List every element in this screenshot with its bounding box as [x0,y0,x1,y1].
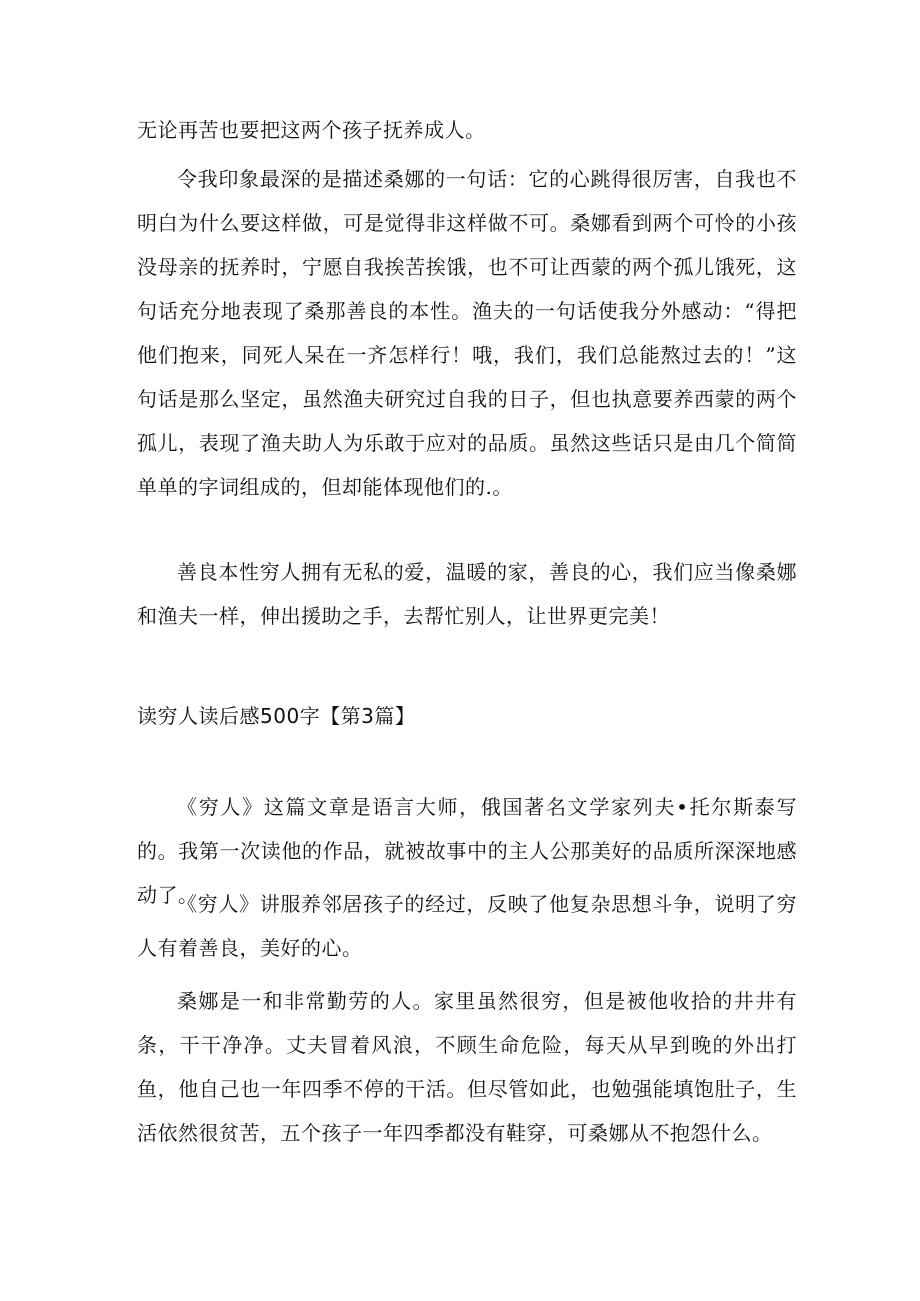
section-heading: 读穷人读后感500字【第3篇】 [137,704,416,728]
paragraph-kindness: 善良本性穷人拥有无私的爱，温暖的家，善良的心，我们应当像桑娜和渔夫一样，伸出援助之手，去帮忙别人，让世界更完美！ [137,560,797,628]
paragraph-impression: 令我印象最深的是描述桑娜的一句话：它的心跳得很厉害，自我也不明白为什么要这样做，可是觉得非这样做不可。桑娜看到两个可怜的小孩没母亲的抚养时，宁愿自我挨苦挨饿，也不可让西蒙的两个孤儿饿死，这句话充分地表现了桑那善良的本性。渔夫的一句话使我分外感动：“得把他们抱来，同死人呆在一齐怎样行！哦，我们，我们总能熬过去的！”这句话是那么坚定，虽然渔夫研究过自我的日子，但也执意要养西蒙的两个孤儿，表现了渔夫助人为乐敢于应对的品质。虽然这些话只是由几个简简单单的字词组成的，但却能体现他们的.。 [137,167,797,499]
paragraph-sangna: 桑娜是一和非常勤劳的人。家里虽然很穷，但是被他收拾的井井有条，干干净净。丈夫冒着风浪，不顾生命危险，每天从早到晚的外出打鱼，他自己也一年四季不停的干活。但尽管如此，也勉强能填饱肚子，生活依然很贫苦，五个孩子一年四季都没有鞋穿，可桑娜从不抱怨什么。 [137,989,797,1145]
paragraph-summary: 《穷人》讲服养邻居孩子的经过，反映了他复杂思想斗争，说明了穷人有着善良，美好的心。 [137,892,797,960]
paragraph-continuation: 无论再苦也要把这两个孩子抚养成人。 [137,118,486,142]
paragraph-author: 《穷人》这篇文章是语言大师，俄国著名文学家列夫•托尔斯泰写的。我第一次读他的作品，就被故事中的主人公那美好的品质所深深地感动了。 [137,795,797,907]
